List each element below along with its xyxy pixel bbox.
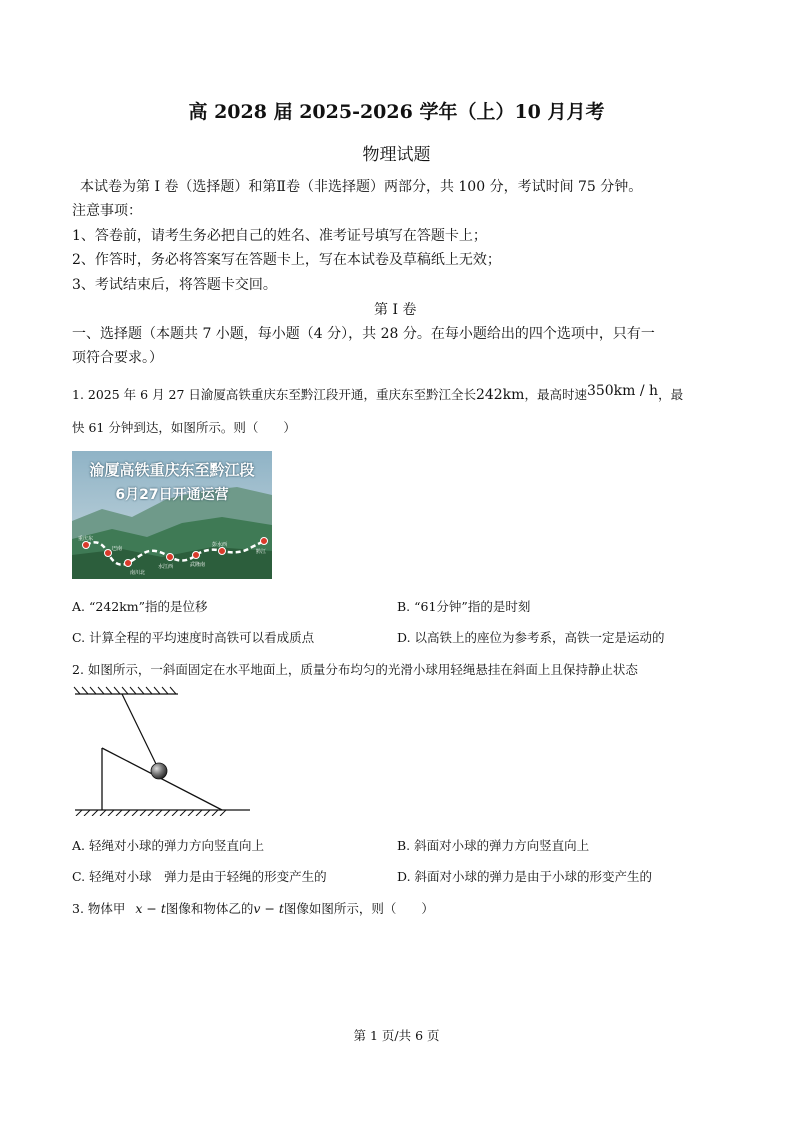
speed-value: 350km / h [586, 383, 659, 399]
q2-option-a: A. 轻绳对小球的弹力方向竖直向上 [72, 838, 264, 853]
station-label: 巴南 [112, 546, 123, 552]
exam-title: 高 2028 届 2025-2026 学年（上）10 月月考 [188, 101, 605, 123]
question-1-stem [72, 385, 683, 403]
exam-description: 本试卷为第 I 卷（选择题）和第Ⅱ卷（非选择题）两部分，共 100 分，考试时间 75 分钟。 [80, 179, 643, 195]
station-label: 水江西 [158, 564, 174, 570]
station-label: 南川北 [130, 570, 146, 576]
q3-stem-text: 图像和物体乙的 [165, 901, 254, 916]
q1-option-c: C. 计算全程的平均速度时高铁可以看成质点 [72, 630, 315, 645]
q3-stem-text: 3. 物体甲 [72, 901, 126, 916]
q2-option-c: C. 轻绳对小球 弹力是由于轻绳的形变产生的 [72, 869, 327, 884]
section-instructions: 一、选择题（本题共 7 小题，每小题（4 分），共 28 分。在每小题给出的四个选项中，只有一 [72, 326, 655, 342]
incline-diagram [70, 684, 260, 816]
q1-stem-text: ，最 [658, 387, 684, 402]
q3-stem-text: 图像如图所示，则（ ） [283, 901, 434, 916]
distance-value: 242km [475, 387, 525, 403]
station-label: 黔江 [256, 549, 267, 555]
q1-stem-text: 1. 2025 年 6 月 27 日渝厦高铁重庆东至黔江段开通，重庆东至黔江全长 [72, 387, 476, 402]
page-number: 第 1 页/共 6 页 [353, 1028, 440, 1043]
notice-item: 2、作答时，务必将答案写在答题卡上，写在本试卷及草稿纸上无效； [72, 252, 501, 268]
q2-option-b: B. 斜面对小球的弹力方向竖直向上 [397, 838, 590, 853]
section-instructions-cont: 项符合要求。） [72, 350, 163, 366]
station-label: 武隆南 [190, 562, 206, 568]
q1-option-a: A. “242km”指的是位移 [72, 599, 208, 614]
notice-item: 3、考试结束后，将答题卡交回。 [72, 277, 277, 293]
q2-option-d: D. 斜面对小球的弹力是由于小球的形变产生的 [397, 869, 653, 884]
question-3-stem [72, 899, 434, 917]
exam-subtitle: 物理试题 [362, 145, 431, 165]
q1-stem-text: ，最高时速 [524, 387, 587, 402]
incline-diagram-graphic [70, 684, 260, 816]
vt-symbol: v − t [253, 901, 284, 916]
q1-option-b: B. “61分钟”指的是时刻 [397, 599, 531, 614]
xt-symbol: x − t [135, 901, 166, 916]
notice-heading: 注意事项： [72, 203, 142, 219]
part-heading: 第 I 卷 [374, 302, 417, 318]
banner-line-1: 渝厦高铁重庆东至黔江段 [89, 461, 255, 479]
question-1-stem-cont: 快 61 分钟到达，如图所示。则（ ） [72, 420, 296, 435]
railway-photo [72, 451, 272, 579]
station-label: 重庆东 [78, 536, 94, 542]
notice-item: 1、答卷前，请考生务必把自己的姓名、准考证号填写在答题卡上； [72, 228, 487, 244]
question-2-stem: 2. 如图所示，一斜面固定在水平地面上，质量分布均匀的光滑小球用轻绳悬挂在斜面上且保持静止状态 [72, 662, 638, 677]
banner-line-2: 6月27日开通运营 [115, 487, 229, 503]
q1-option-d: D. 以高铁上的座位为参考系，高铁一定是运动的 [397, 630, 665, 645]
station-label: 彭水西 [212, 542, 228, 548]
